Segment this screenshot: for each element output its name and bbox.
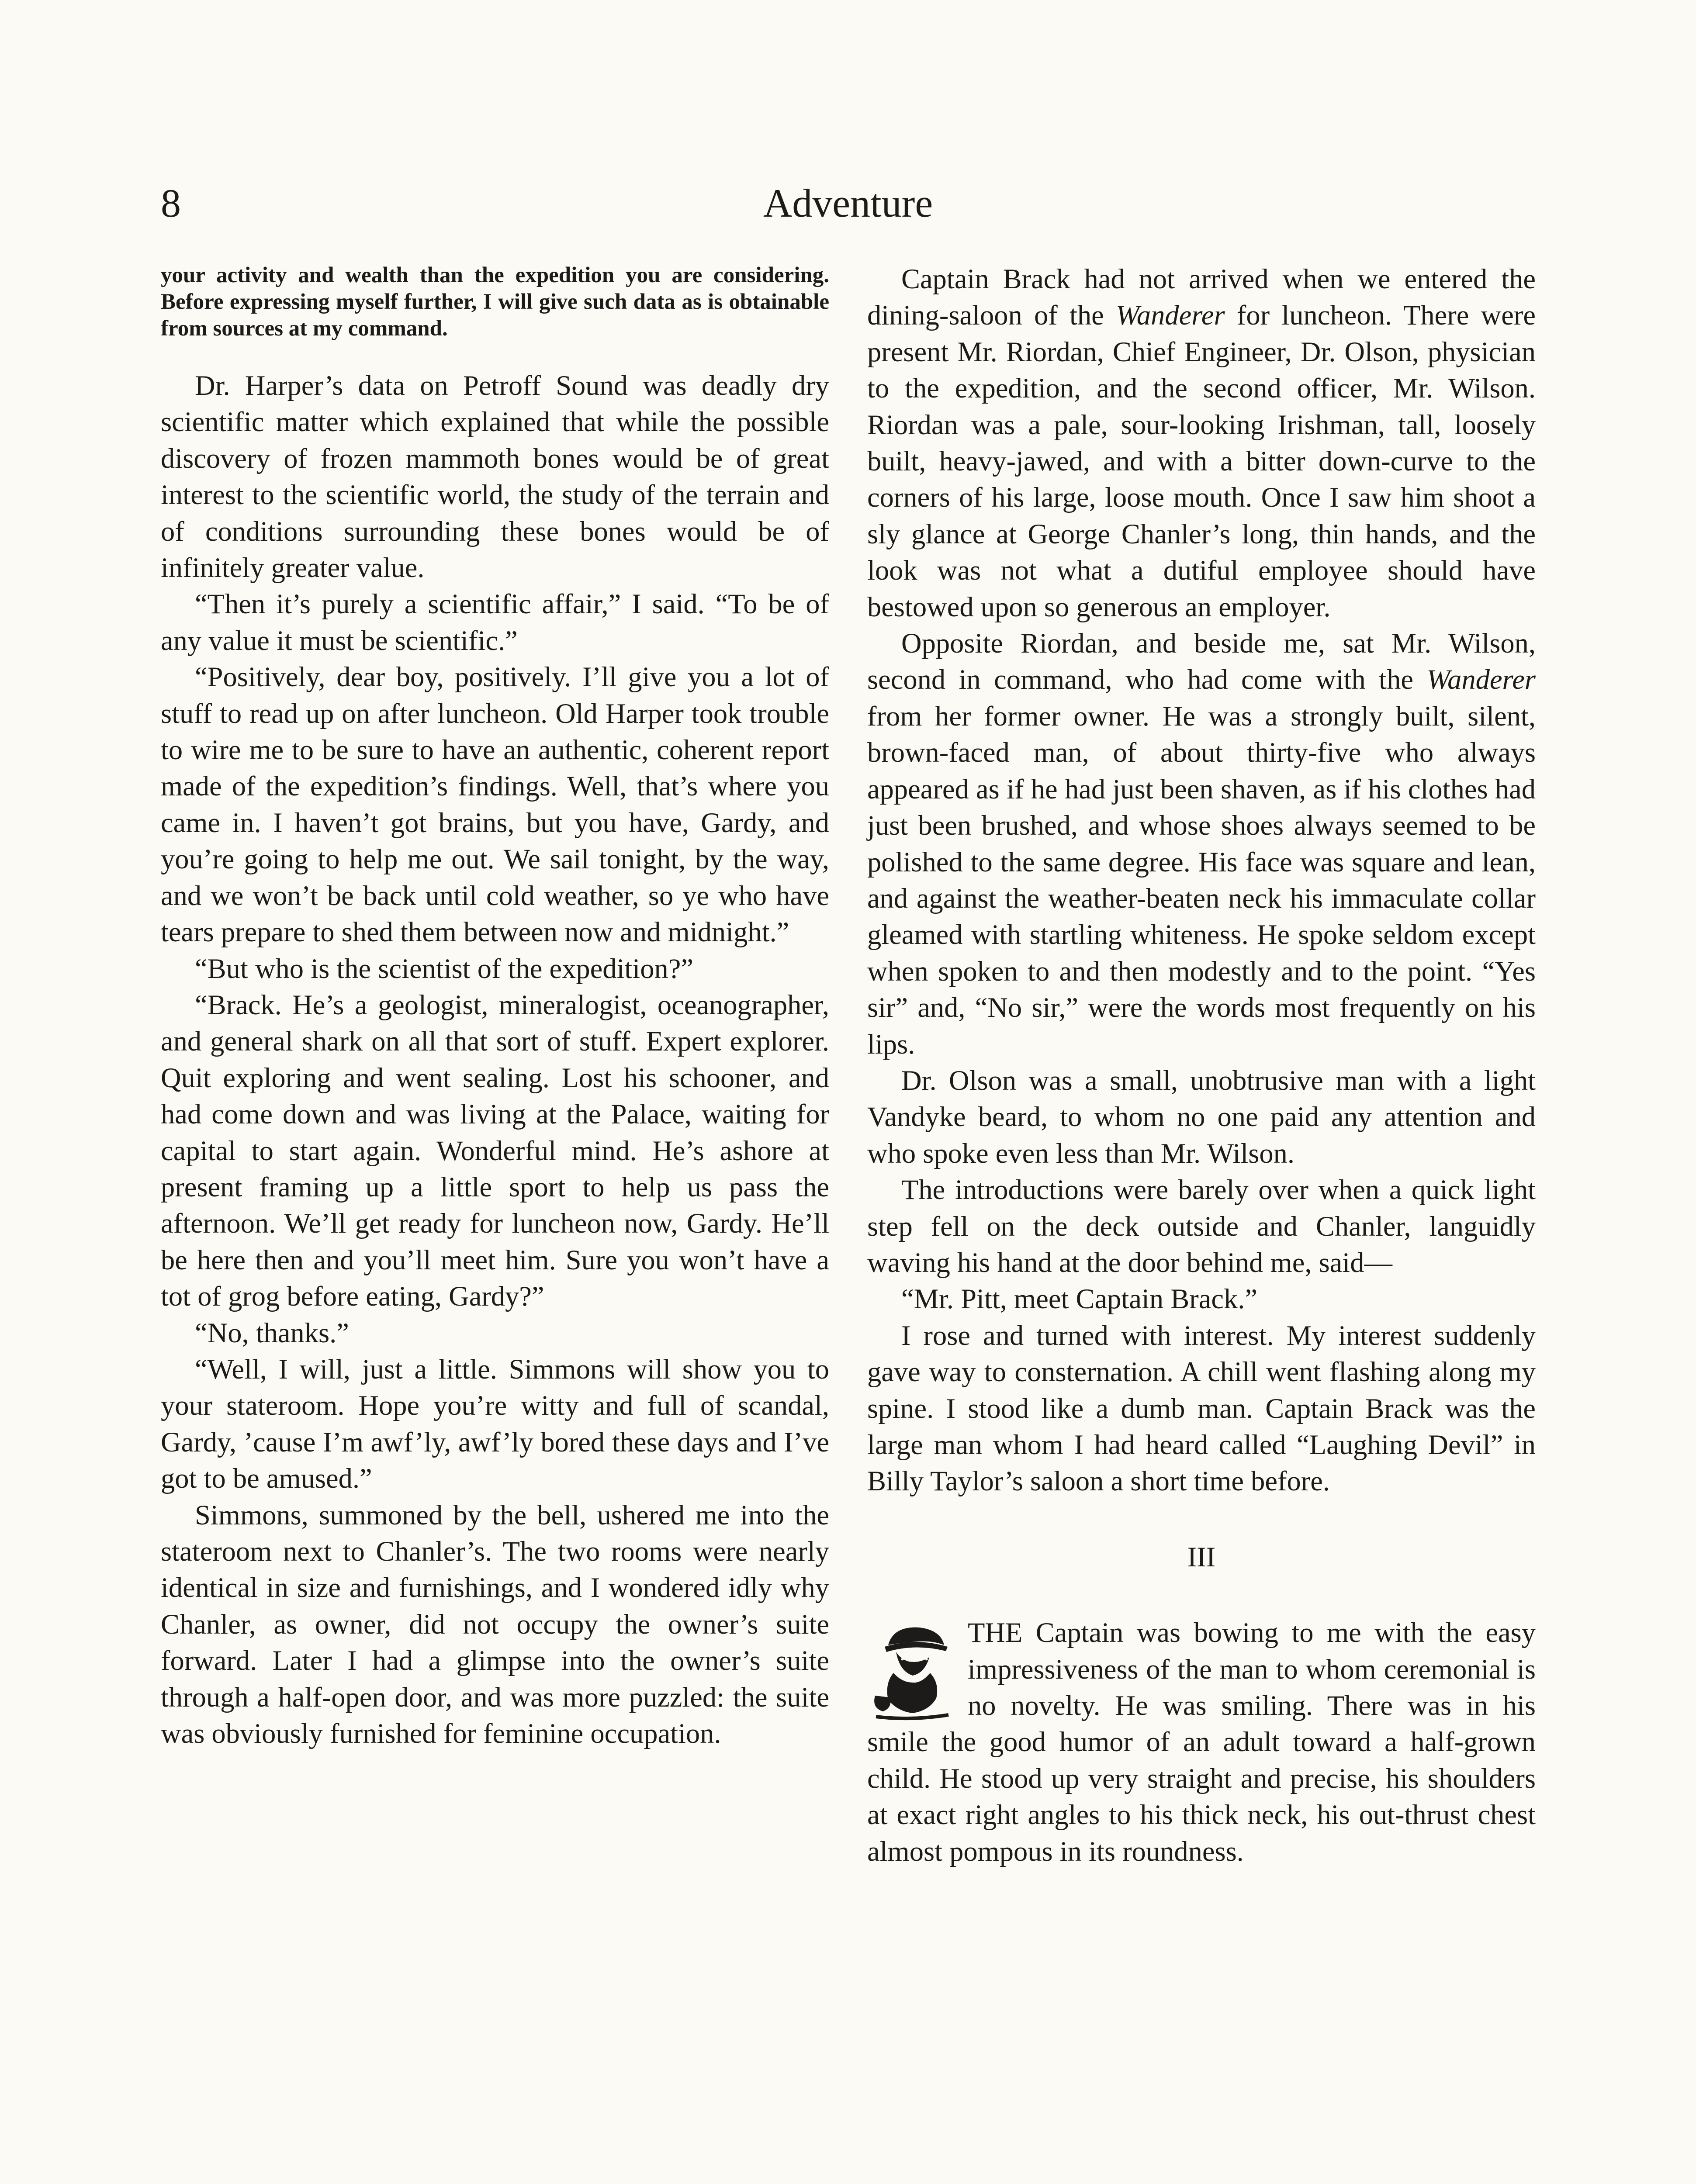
paragraph: “Positively, dear boy, positively. I’ll give you a lot of stuff to read up on after luncheon. Old Harper took trouble to wire me to be sure to have an authentic, coherent report made of the expedition’s findings. Well, that’s where you came in. I haven’t got brains, but you have, Gardy, and you’re going to help me out. We sail tonight, by the way, and we won’t be back until cold weather, so ye who have tears prepare to shed them between now and midnight.” (161, 661, 829, 948)
paragraph: Dr. Harper’s data on Petroff Sound was deadly dry scientific matter which explained that while the possible discovery of frozen mammoth bones would be of great interest to the scientific world, the study of the terrain and of conditions surrounding these bones would be of infinitely greater value. (161, 370, 829, 584)
paragraph: “Well, I will, just a little. Simmons will show you to your stateroom. Hope you’re witty and full of scandal, Gardy, ’cause I’m awf’ly, awf’ly bored these days and I’ve got to be amused.” (161, 1353, 829, 1494)
paragraph: Dr. Olson was a small, unobtrusive man with a light Vandyke beard, to whom no one paid any attention and who spoke even less than Mr. Wilson. (867, 1064, 1536, 1169)
paragraph (867, 625, 1536, 1062)
paragraph (867, 261, 1536, 625)
ship-name: Wanderer (1116, 300, 1225, 331)
ship-name: Wanderer (1426, 664, 1536, 695)
magazine-title: Adventure (763, 181, 933, 225)
paragraph: “No, thanks.” (195, 1317, 349, 1348)
paragraph (867, 1614, 1536, 1870)
letter-quote-text: your activity and wealth than the expedition you are considering. Before expressing myself further, I will give such data as is obtainable from sources at my command. (161, 263, 829, 341)
section-number: III (1187, 1541, 1216, 1572)
text-run: for luncheon. There were present Mr. Riordan, Chief Engineer, Dr. Olson, physician to the expedition, and the second officer, Mr. Wilson. Riordan was a pale, sour-looking Irishman, tall, loosely built, heavy-jawed, and with a bitter down-curve to the corners of his large, loose mouth. Once I saw him shoot a sly glance at George Chanler’s long, thin hands, and the look was not what a dutiful employee should have bestowed upon so generous an employer. (867, 300, 1536, 622)
paragraph: “Then it’s purely a scientific affair,” I said. “To be of any value it must be scientific.” (161, 588, 829, 656)
text-run: Captain Brack had not arrived when we entered the dining-saloon of the (867, 263, 1536, 331)
left-column (161, 262, 829, 1752)
paragraph: The introductions were barely over when a quick light step fell on the deck outside and Chanler, languidly waving his hand at the door behind me, said— (867, 1174, 1536, 1278)
sailor-portrait-icon (867, 1618, 955, 1721)
paragraph: Simmons, summoned by the bell, ushered me into the stateroom next to Chanler’s. The two rooms were nearly identical in size and furnishings, and I wondered idly why Chanler, as owner, did not occupy the owner’s suite forward. Later I had a glimpse into the owner’s suite through a half-open door, and was more puzzled: the suite was obviously furnished for feminine occupation. (161, 1499, 829, 1749)
paragraph: “Mr. Pitt, meet Captain Brack.” (901, 1283, 1258, 1315)
text-run: THE Captain was bowing to me with the easy impressiveness of the man to whom ceremonial is no novelty. He was smiling. There was in his smile the good humor of an adult toward a half-grown child. He stood up very straight and precise, his shoulders at exact right angles to his thick neck, his out-thrust chest almost pompous in its roundness. (867, 1617, 1536, 1867)
right-column (867, 261, 1536, 1870)
letter-quote (161, 262, 829, 342)
text-run: Opposite Riordan, and beside me, sat Mr. Wilson, second in command, who had come with the (867, 628, 1536, 695)
page-number: 8 (161, 181, 181, 225)
paragraph: “But who is the scientist of the expedition?” (195, 953, 694, 984)
page-header (0, 173, 1696, 234)
paragraph: “Brack. He’s a geologist, mineralogist, oceanographer, and general shark on all that sort of stuff. Expert explorer. Quit exploring and went sealing. Lost his schooner, and had come down and was living at the Palace, waiting for capital to start again. Wonderful mind. He’s ashore at present framing up a little sport to help us pass the afternoon. We’ll get ready for luncheon now, Gardy. He’ll be here then and you’ll meet him. Sure you won’t have a tot of grog before eating, Gardy?” (161, 989, 829, 1312)
text-run: from her former owner. He was a strongly built, silent, brown-faced man, of about thirty-five who always appeared as if he had just been shaven, as if his clothes had just been brushed, and whose shoes always seemed to be polished to the same degree. His face was square and lean, and against the weather-beaten neck his immaculate collar gleamed with startling whiteness. He spoke seldom except when spoken to and then modestly and to the point. “Yes sir” and, “No sir,” were the words most frequently on his lips. (867, 700, 1536, 1060)
paragraph: I rose and turned with interest. My interest suddenly gave way to consternation. A chill went flashing along my spine. I stood like a dumb man. Captain Brack was the large man whom I had heard called “Laughing Devil” in Billy Taylor’s saloon a short time before. (867, 1320, 1536, 1497)
